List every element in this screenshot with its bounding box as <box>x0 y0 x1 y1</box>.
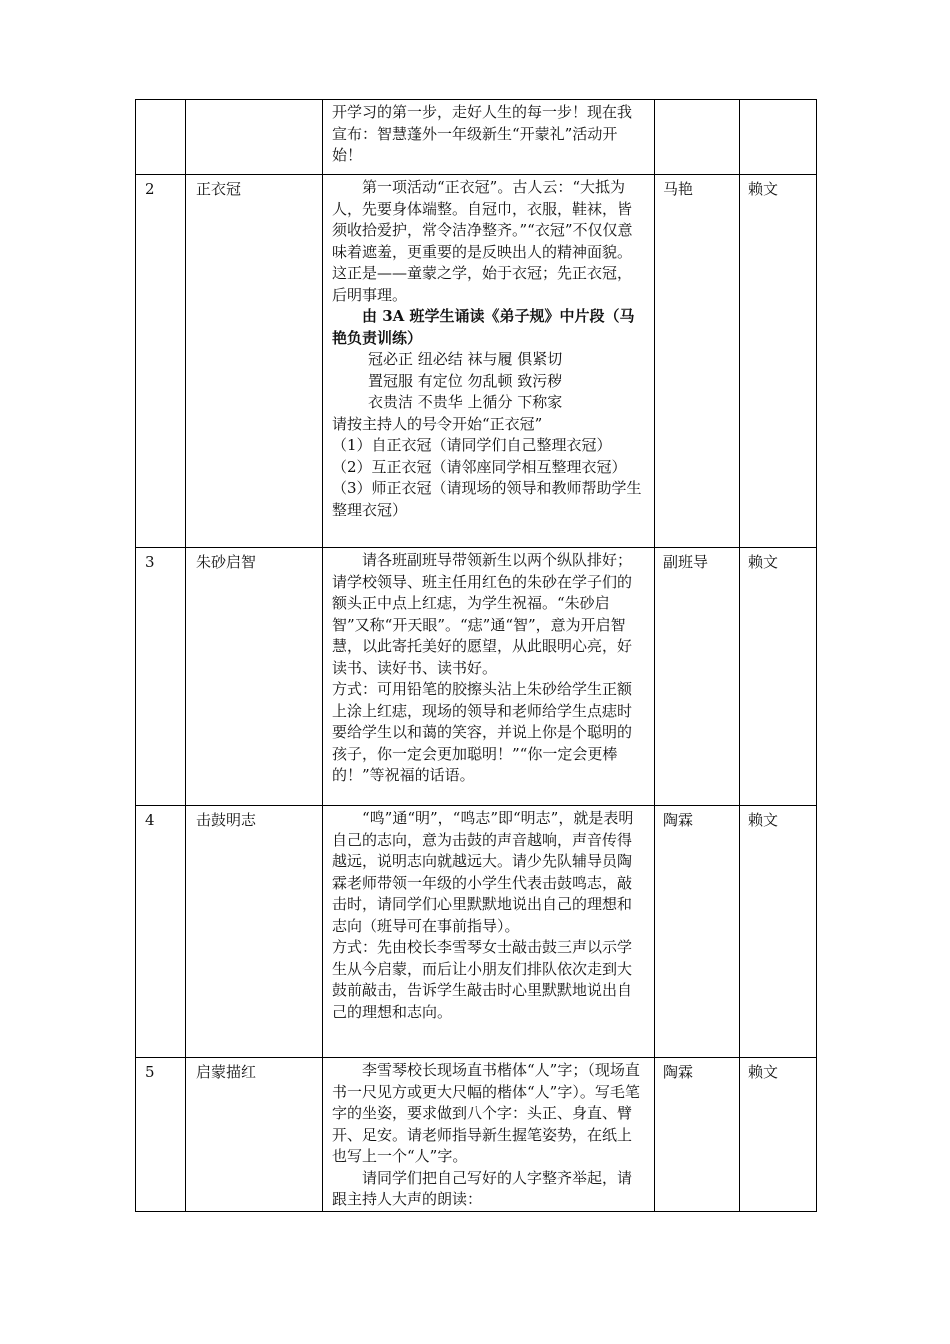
table-row <box>136 806 817 1058</box>
activity-name: 启蒙描红 <box>186 1058 323 1212</box>
content-paragraph: 开学习的第一步，走好人生的每一步！现在我宣布：智慧蓬外一年级新生“开蒙礼”活动开始！ <box>332 103 633 164</box>
activity-name: 击鼓明志 <box>186 806 323 1058</box>
lead-cell: 赖文 <box>740 806 817 1058</box>
content-paragraph: （2）互正衣冠（请邻座同学相互整理衣冠） <box>332 457 627 476</box>
content-paragraph: （1）自正衣冠（请同学们自己整理衣冠） <box>332 436 612 454</box>
row-number: 4 <box>136 806 186 1058</box>
table-row <box>136 1058 817 1212</box>
lead-cell <box>740 100 817 175</box>
lead-cell: 赖文 <box>740 548 817 806</box>
row-number: 5 <box>136 1058 186 1212</box>
activity-name: 朱砂启智 <box>186 548 323 806</box>
host-cell: 陶霖 <box>655 806 740 1058</box>
content-paragraph: 请同学们把自己写好的人字整齐举起，请跟主持人大声的朗读： <box>332 1168 633 1208</box>
row-number: 3 <box>136 548 186 806</box>
activity-content <box>323 548 655 806</box>
activity-content <box>323 175 655 548</box>
content-paragraph: 请按主持人的号令开始“正衣冠” <box>332 414 543 433</box>
table-row <box>136 100 817 175</box>
content-paragraph: 方式：先由校长李雪琴女士敲击鼓三声以示学生从今启蒙，而后让小朋友们排队依次走到大鼓前敲击，告诉学生敲击时心里默默地说出自己的理想和志向。 <box>332 938 633 1021</box>
verse-line: 冠必正 纽必结 袜与履 俱紧切 <box>368 350 563 368</box>
content-paragraph: 李雪琴校长现场直书楷体“人”字；（现场直书一尺见方或更大尺幅的楷体“人”字）。写毛笔字的坐姿，要求做到八个字：头正、身直、臂开、足安。请老师指导新生握笔姿势，在纸上也写上一个“人”字。 <box>332 1061 640 1165</box>
activity-content <box>323 100 655 175</box>
content-paragraph: （3）师正衣冠（请现场的领导和教师帮助学生整理衣冠） <box>332 479 642 519</box>
content-paragraph: 第一项活动“正衣冠”。古人云：“大抵为人，先要身体端整。自冠巾，衣服，鞋袜，皆须收拾爱护，常令洁净整齐。”“衣冠”不仅仅意味着遮羞，更重要的是反映出人的精神面貌。这正是——童蒙之学，始于衣冠；先正衣冠，后明事理。 <box>332 178 633 304</box>
host-cell: 副班导 <box>655 548 740 806</box>
host-cell <box>655 100 740 175</box>
lead-cell: 赖文 <box>740 1058 817 1212</box>
activity-table <box>135 99 817 1212</box>
content-paragraph: “鸣”通“明”，“鸣志”即“明志”，就是表明自己的志向，意为击鼓的声音越响，声音传得越远，说明志向就越远大。请少先队辅导员陶霖老师带领一年级的小学生代表击鼓鸣志，敲击时，请同学们心里默默地说出自己的理想和志向（班导可在事前指导）。 <box>332 809 634 935</box>
content-paragraph: 方式：可用铅笔的胶擦头沾上朱砂给学生正额上涂上红痣，现场的领导和老师给学生点痣时要给学生以和蔼的笑容，并说上你是个聪明的孩子，你一定会更加聪明！”“你一定会更棒的！”等祝福的话语。 <box>332 680 633 784</box>
verse-line: 衣贵洁 不贵华 上循分 下称家 <box>368 393 563 411</box>
row-number <box>136 100 186 175</box>
verse-line: 置冠服 有定位 勿乱顿 致污秽 <box>368 371 563 390</box>
activity-content <box>323 806 655 1058</box>
row-number: 2 <box>136 175 186 548</box>
activity-name: 正衣冠 <box>186 175 323 548</box>
table-row <box>136 175 817 548</box>
table-row <box>136 548 817 806</box>
content-paragraph: 请各班副班导带领新生以两个纵队排好；请学校领导、班主任用红色的朱砂在学子们的额头正中点上红痣，为学生祝福。“朱砂启智”又称“开天眼”。“痣”通“智”，意为开启智慧，以此寄托美好的愿望，从此眼明心亮，好读书、读好书、读书好。 <box>332 551 633 677</box>
lead-cell: 赖文 <box>740 175 817 548</box>
host-cell: 陶霖 <box>655 1058 740 1212</box>
activity-content <box>323 1058 655 1212</box>
content-heading: 由 3A 班学生诵读《弟子规》中片段（马艳负责训练） <box>332 307 635 347</box>
activity-name <box>186 100 323 175</box>
host-cell: 马艳 <box>655 175 740 548</box>
